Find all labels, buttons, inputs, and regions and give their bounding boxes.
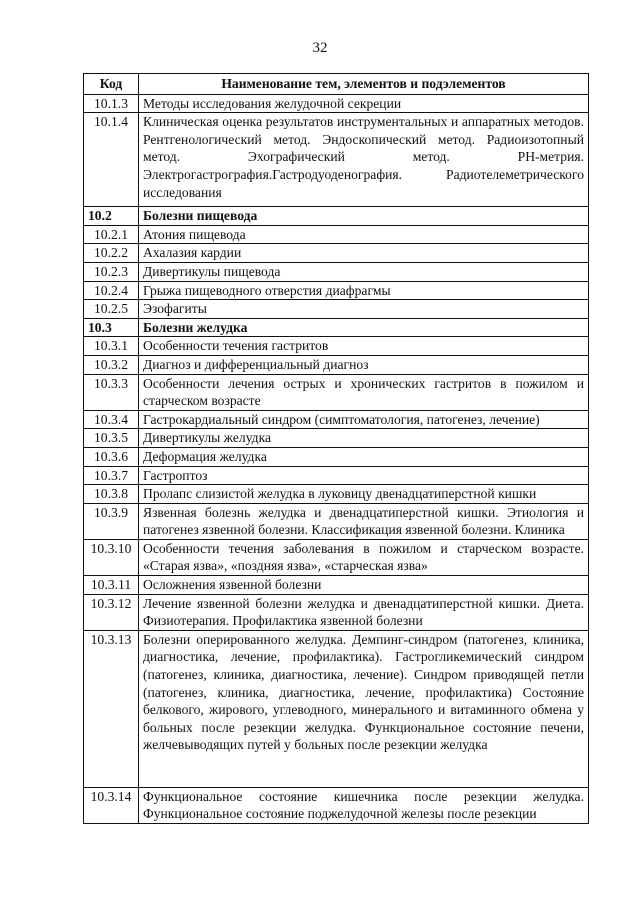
table-row [84, 244, 589, 263]
row-code: 10.2.3 [84, 262, 139, 281]
section-title: Болезни пищевода [139, 207, 589, 226]
row-title: Особенности течения гастритов [139, 337, 589, 356]
row-code: 10.2.4 [84, 281, 139, 300]
row-title: Атония пищевода [139, 225, 589, 244]
row-title: Грыжа пищеводного отверстия диафрагмы [139, 281, 589, 300]
row-title: Гастрокардиальный синдром (симптоматология, патогенез, лечение) [139, 410, 589, 429]
table-row [84, 225, 589, 244]
row-code: 10.1.4 [84, 113, 139, 207]
table-row [84, 410, 589, 429]
section-code: 10.3 [84, 318, 139, 337]
table-header-row [84, 74, 589, 95]
row-code: 10.3.8 [84, 485, 139, 504]
row-title: Дивертикулы пищевода [139, 262, 589, 281]
row-title: Пролапс слизистой желудка в луковицу двенадцатиперстной кишки [139, 485, 589, 504]
section-row [84, 318, 589, 337]
row-title: Ахалазия кардии [139, 244, 589, 263]
row-code: 10.3.12 [84, 594, 139, 630]
curriculum-table [83, 73, 589, 824]
row-title: Болезни оперированного желудка. Демпинг-синдром (патогенез, клиника, диагностика, лечение, профилактика). Гастрогликемический синдром (патогенез, клиника, диагностика, лечение). Синдром приводящей петли (патогенез, клиника, диагностика, лечение, профилактика) Состояние белкового, жирового, углеводного, минерального и витаминного обмена у больных после резекции желудка. Функциональное состояние печени, желчевыводящих путей у больных после резекции желудка [139, 630, 589, 787]
table-row [84, 576, 589, 595]
table-row [84, 355, 589, 374]
table-row [84, 485, 589, 504]
row-title: Эзофагиты [139, 300, 589, 319]
table-row [84, 337, 589, 356]
row-code: 10.2.1 [84, 225, 139, 244]
section-code: 10.2 [84, 207, 139, 226]
table-row [84, 281, 589, 300]
row-title: Гастроптоз [139, 466, 589, 485]
row-title: Дивертикулы желудка [139, 429, 589, 448]
row-title: Особенности лечения острых и хронических гастритов в пожилом и старческом возрасте [139, 374, 589, 410]
code-column-header: Код [84, 74, 139, 95]
table-row [84, 630, 589, 787]
table-row [84, 374, 589, 410]
table-row [84, 113, 589, 207]
row-code: 10.3.10 [84, 539, 139, 575]
row-code: 10.2.2 [84, 244, 139, 263]
row-code: 10.3.2 [84, 355, 139, 374]
section-title: Болезни желудка [139, 318, 589, 337]
table-row [84, 300, 589, 319]
row-code: 10.3.9 [84, 503, 139, 539]
table-row [84, 503, 589, 539]
table-row [84, 787, 589, 823]
row-title: Особенности течения заболевания в пожилом и старческом возрасте. «Старая язва», «поздняя язва», «старческая язва» [139, 539, 589, 575]
row-code: 10.3.6 [84, 447, 139, 466]
table-row [84, 539, 589, 575]
row-code: 10.3.4 [84, 410, 139, 429]
row-code: 10.3.14 [84, 787, 139, 823]
table-row [84, 447, 589, 466]
title-column-header: Наименование тем, элементов и подэлементов [139, 74, 589, 95]
row-code: 10.3.11 [84, 576, 139, 595]
row-code: 10.3.3 [84, 374, 139, 410]
row-title: Диагноз и дифференциальный диагноз [139, 355, 589, 374]
row-title: Язвенная болезнь желудка и двенадцатиперстной кишки. Этиология и патогенез язвенной болезни. Классификация язвенной болезни. Клиника [139, 503, 589, 539]
page-number: 32 [312, 40, 328, 56]
row-title: Методы исследования желудочной секреции [139, 94, 589, 113]
table-row [84, 594, 589, 630]
row-title: Функциональное состояние кишечника после резекции желудка. Функциональное состояние поджелудочной железы после резекции [139, 787, 589, 823]
row-title: Лечение язвенной болезни желудка и двенадцатиперстной кишки. Диета. Физиотерапия. Профилактика язвенной болезни [139, 594, 589, 630]
row-code: 10.1.3 [84, 94, 139, 113]
table-row [84, 429, 589, 448]
row-title: Деформация желудка [139, 447, 589, 466]
table-row [84, 466, 589, 485]
row-code: 10.3.7 [84, 466, 139, 485]
section-row [84, 207, 589, 226]
row-title: Клиническая оценка результатов инструментальных и аппаратных методов. Рентгенологический метод. Эндоскопический метод. Радиоизотопный метод. Эхографический метод. PH-метрия. Электрогастрография.Гастродуоденография. Радиотелеметрического исследования [139, 113, 589, 207]
row-code: 10.3.5 [84, 429, 139, 448]
table-row [84, 262, 589, 281]
row-title: Осложнения язвенной болезни [139, 576, 589, 595]
row-code: 10.2.5 [84, 300, 139, 319]
row-code: 10.3.13 [84, 630, 139, 787]
row-code: 10.3.1 [84, 337, 139, 356]
table-row [84, 94, 589, 113]
